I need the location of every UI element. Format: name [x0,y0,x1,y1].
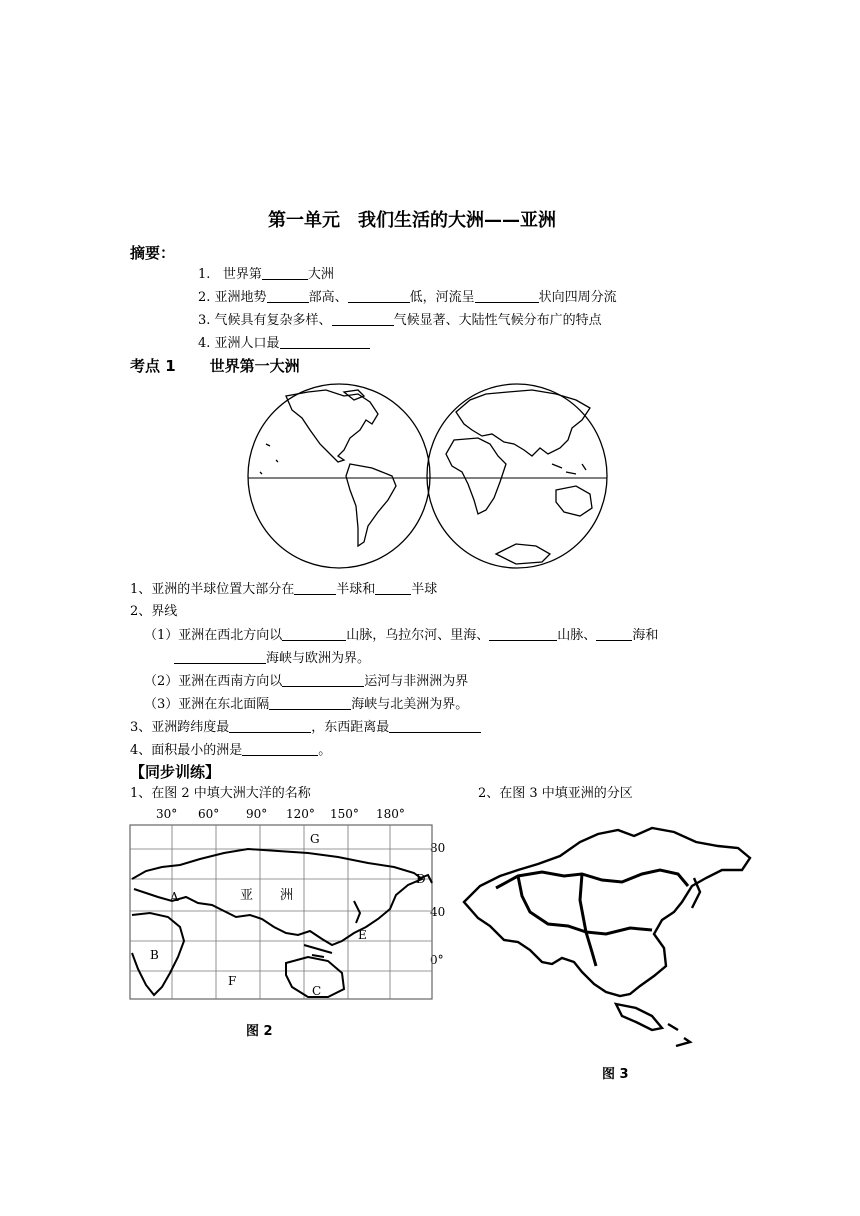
asia-coast [464,828,750,996]
lon-label: 90° [246,807,268,821]
fill-blank[interactable] [262,265,308,280]
map-letter-c: C [312,984,322,998]
lon-label: 60° [198,807,220,821]
fill-blank[interactable] [596,626,632,641]
map-letter-b: B [150,948,159,962]
lat-label: 0° [430,953,444,967]
question-2: 2、界线 [130,604,178,619]
map-letter-e: E [358,928,367,942]
north-region-border [496,870,688,888]
training-task-2: 2、在图 3 中填亚洲的分区 [478,786,633,801]
fill-blank[interactable] [267,288,309,303]
question-4: 4、面积最小的洲是 。 [130,743,332,758]
fill-blank[interactable] [174,649,266,664]
item-number: 4. [198,336,211,351]
continent-label-zhou: 洲 [280,888,294,903]
lon-label: 120° [286,807,315,821]
item-text: 气候显著、大陆性气候分布广的特点 [393,313,602,328]
western-hemisphere [248,384,430,568]
figure-3-asia-regions-map [456,816,758,1056]
item-number: 1. [198,267,211,282]
japan-islands [354,901,360,923]
training-task-1: 1、在图 2 中填大洲大洋的名称 [130,786,311,801]
item-text: 亚洲地势 [214,290,267,305]
item-text: 世界第 [222,267,262,282]
central-east-border [580,874,652,934]
item-text: 亚洲人口最 [214,336,280,351]
southeast-asia-islands [304,945,332,957]
map-letter-g: G [310,832,320,846]
map-letter-d: D [416,872,426,886]
summary-item-4 [198,334,370,353]
kaodian-title: 世界第一大洲 [209,357,300,375]
region-borders [496,870,688,966]
fill-blank[interactable] [242,741,318,756]
question-2-3: （3）亚洲在东北面隔 海峡与北美洲为界。 [144,697,469,712]
question-2-1b: 海峡与欧洲为界。 [174,649,370,668]
antarctica-outline [496,544,550,564]
page-title: 第一单元 我们生活的大洲——亚洲 [268,210,556,231]
map-letter-f: F [228,974,237,988]
fill-blank[interactable] [332,311,394,326]
question-2-2: （2）亚洲在西南方向以 运河与非洲洲为界 [144,674,469,689]
item-number: 2. [198,290,211,305]
summary-item-3 [198,311,602,330]
australia-outline [556,486,592,516]
question-1: 1、亚洲的半球位置大部分在 半球和 半球 [130,582,438,597]
pacific-islands [260,444,278,474]
indonesia-islands [616,1004,662,1030]
fill-blank[interactable] [269,695,351,710]
fill-blank[interactable] [475,288,539,303]
lon-label: 150° [330,807,359,821]
lon-label: 30° [156,807,178,821]
figure-2-map [128,823,440,1003]
north-america-outline [286,390,378,462]
kaodian-heading [130,355,300,376]
item-text: 大洲 [307,267,334,282]
kaodian-label: 考点 1 [130,357,176,375]
figure-2-caption: 图 2 [246,1024,273,1039]
map-letter-a: A [170,890,179,904]
indonesia-east-islands [668,1024,690,1046]
fill-blank[interactable] [489,626,557,641]
fill-blank[interactable] [375,580,411,595]
item-text: 部高、 [308,290,348,305]
africa-outline [446,438,506,514]
eastern-hemisphere [427,384,607,568]
figure-3-caption: 图 3 [602,1067,629,1082]
summary-heading: 摘要： [130,244,176,262]
south-border [586,932,596,966]
fill-blank[interactable] [282,672,364,687]
lat-label: 80 [430,841,446,855]
summary-item-2 [198,288,617,307]
southeast-asia-islands [552,464,586,474]
world-hemispheres-map [246,382,610,570]
lat-label: 40 [430,905,446,919]
fill-blank[interactable] [282,626,346,641]
summary-item-1 [198,265,334,284]
central-west-border [518,876,586,932]
asia-outline [464,828,750,1046]
item-text: 低，河流呈 [409,290,475,305]
fill-blank[interactable] [294,580,336,595]
question-2-1: （1）亚洲在西北方向以 山脉，乌拉尔河、里海、 山脉、 海和 [144,628,659,643]
item-text: 气候具有复杂多样、 [214,313,332,328]
map-coastlines [132,849,432,997]
eurasia-outline [456,390,590,456]
south-america-outline [346,464,396,546]
fill-blank[interactable] [229,718,311,733]
item-text: 状向四周分流 [538,290,617,305]
continent-label-ya: 亚 [240,888,254,903]
fill-blank[interactable] [348,288,410,303]
training-heading: 【同步训练】 [130,763,221,781]
item-number: 3. [198,313,211,328]
lon-label: 180° [376,807,405,821]
fill-blank[interactable] [280,334,370,349]
fill-blank[interactable] [389,718,481,733]
question-3: 3、亚洲跨纬度最 ，东西距离最 [130,718,481,737]
